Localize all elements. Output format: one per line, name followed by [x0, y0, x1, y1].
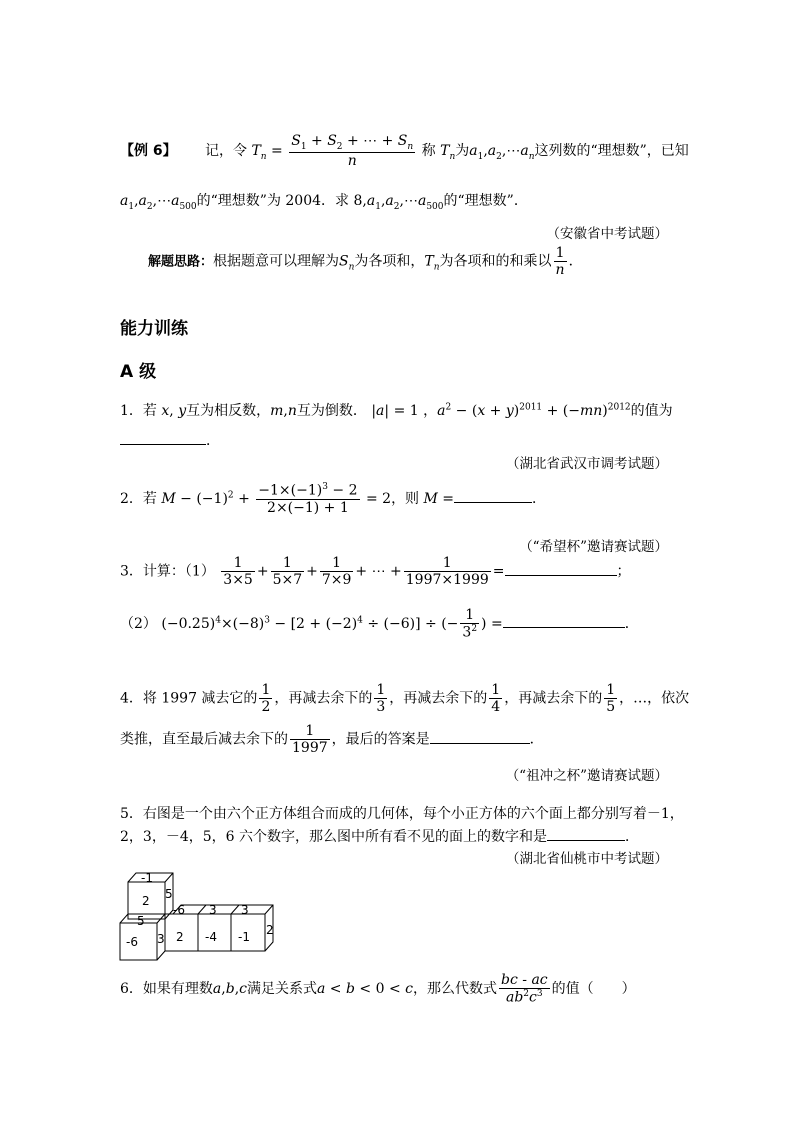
question-5-line-2 — [120, 826, 639, 846]
q-text: ，再减去余下的 — [389, 690, 488, 707]
example-text: 的“理想数”． — [443, 193, 528, 209]
example-text: 的“理想数”为 2004．求 — [196, 193, 350, 209]
example-line-1: 记，令 $T_n$ = $\frac{S_1 + S_2 + \cdots + S_n}{n}$ 称 $T_n$为$a_1,a_2,\cdots a_n$这列数的“理想数”，已知 — [205, 133, 689, 170]
fraction: $\frac{1}{5}$ — [606, 682, 616, 716]
q-text: ． — [624, 615, 639, 632]
q5-source: （湖北省仙桃市中考试题） — [506, 851, 668, 867]
example-source: （安徽省中考试题） — [546, 226, 668, 242]
q-text: 的值（ ） — [551, 980, 636, 997]
example-text: 记，令 — [205, 143, 247, 160]
q-text: ，则 — [391, 490, 420, 507]
q-text: 满足关系式 — [247, 980, 317, 997]
q-text: 1．若 — [120, 403, 157, 419]
question-5-line-1: 5．右图是一个由六个正方体组合而成的几何体，每个小正方体的六个面上都分别写着－1， — [120, 806, 684, 822]
fraction: $\frac{1}{2}$ — [261, 682, 271, 716]
q-text: （2） — [120, 615, 157, 632]
cube-number: 2 — [176, 930, 184, 944]
example-line-2: $a_1,a_2,\cdots a_{500}$的“理想数”为 2004．求 $8,a_1,a_2,\cdots a_{500}$的“理想数”． — [120, 193, 528, 212]
q-text: ，…，依次 — [619, 690, 690, 707]
cube-figure — [110, 868, 280, 968]
fraction: $\frac{1}{7\times 9}$ — [321, 555, 352, 589]
example-text: 称 — [421, 143, 436, 160]
q-text: ． — [206, 433, 220, 449]
q-text: 3．计算：（1） — [120, 563, 215, 580]
q1-answer-line — [120, 430, 220, 450]
cube-number: 3 — [241, 903, 249, 917]
level-title: A 级 — [120, 362, 157, 382]
q-text: ，最后的答案是 — [331, 731, 430, 748]
answer-blank[interactable] — [430, 729, 530, 744]
answer-blank[interactable] — [505, 561, 617, 576]
fraction: $\frac{1}{n}$ — [555, 245, 565, 279]
q-text: ，再减去余下的 — [274, 690, 373, 707]
hint-line: 解题思路：根据题意可以理解为$S_n$为各项和，$T_n$为各项和的和乘以 $\frac{1}{n}$ ． — [148, 245, 583, 279]
hint-text: 为各项和的和乘以 — [439, 253, 552, 270]
fraction: $\frac{1}{5\times 7}$ — [272, 555, 303, 589]
q-text: 4．将 1997 减去它的 — [120, 690, 258, 707]
section-title: 能力训练 — [120, 319, 188, 339]
q-text: ； — [616, 563, 631, 580]
cube-number: 3 — [209, 903, 217, 917]
answer-blank[interactable] — [503, 613, 625, 628]
cube-number: -4 — [205, 930, 217, 944]
question-3-part-2: （2） $(-0.25)^4\times(-8)^3 - [2 + (-2)^4 \div (-6)]$ ÷ (− $\frac{1}{3^2}$ ) = ． — [120, 607, 639, 641]
answer-blank[interactable] — [547, 826, 625, 841]
q1-source: （湖北省武汉市调考试题） — [506, 456, 668, 472]
fraction: $\frac{1}{3^2}$ — [462, 607, 478, 641]
cube-number: 5 — [137, 914, 145, 928]
cube-number: -6 — [126, 935, 138, 949]
q2-source: （“希望杯”邀请赛试题） — [519, 539, 668, 555]
answer-blank[interactable] — [454, 488, 532, 503]
example-text: 为 — [455, 143, 470, 160]
question-4-line-2 — [120, 723, 544, 756]
fraction: $\frac{1}{3}$ — [376, 682, 386, 716]
fraction: $\frac{1}{1997}$ — [292, 723, 328, 757]
answer-blank[interactable] — [120, 430, 206, 445]
q-text: 的值为 — [630, 403, 673, 419]
q-text: 2．若 — [120, 490, 157, 507]
q-text: 6．如果有理数 — [120, 980, 213, 997]
cube-number: -1 — [238, 930, 250, 944]
question-2: 2．若 $M - (-1)^2$ + $\frac{-1\times(-1)^3 - 2}{2\times(-1) + 1}$ = 2，则 M = ． — [120, 482, 547, 516]
fraction: $\frac{1}{1997\times 1999}$ — [405, 555, 489, 589]
q-text: ，那么代数式 — [412, 980, 497, 997]
hint-label: 解题思路： — [148, 254, 214, 270]
q-text: 互为倒数． — [296, 403, 367, 419]
hint-text: 根据题意可以理解为 — [213, 253, 340, 270]
example-label: 【例 6】 — [120, 143, 177, 159]
cube-number: 5 — [165, 887, 173, 901]
q-text: 互为相反数， — [186, 403, 271, 419]
question-1: 1．若 x, y互为相反数，m,n互为倒数． |a| = 1 ，$a^2 - (x + y)^{2011} + (-mn)^{2012}$的值为 — [120, 402, 673, 419]
fraction: $\frac{-1\times(-1)^3 - 2}{2\times(-1) + 1}$ — [258, 482, 358, 516]
cube-number: -1 — [141, 871, 153, 885]
q4-source: （“祖冲之杯”邀请赛试题） — [505, 768, 668, 784]
q-text: ，再减去余下的 — [504, 690, 603, 707]
question-4-line-1 — [120, 682, 689, 715]
example-text: 这列数的“理想数”，已知 — [534, 143, 689, 160]
fraction: $\frac{1}{4}$ — [491, 682, 501, 716]
cube-number: -6 — [173, 903, 185, 917]
fraction: $\frac{bc - ac}{ab^2c^3}$ — [500, 972, 548, 1006]
q-text: ． — [532, 490, 547, 507]
fraction: $\frac{1}{3\times 5}$ — [223, 555, 253, 589]
cube-number: 3 — [157, 932, 165, 946]
question-6: 6．如果有理数a,b,c满足关系式a < b < 0 < c，那么代数式 $\frac{bc - ac}{ab^2c^3}$ 的值（ ） — [120, 972, 636, 1006]
hint-text: 为各项和， — [354, 253, 425, 270]
q-text: ． — [529, 731, 544, 748]
cube-number: 2 — [142, 894, 150, 908]
q-text: 类推，直至最后减去余下的 — [120, 731, 288, 748]
cube-number: 2 — [266, 923, 274, 937]
question-3-part-1: 3．计算：（1） $\frac{1}{3\times 5}$ + $\frac{1}{5\times 7}$ + $\frac{1}{7\times 9}$ + ⋯ + $\frac{1}{1997\times 1999}$ = ； — [120, 555, 631, 589]
q-text: 2，3，－4，5，6 六个数字，那么图中所有看不见的面上的数字和是 — [120, 829, 547, 845]
fraction: $\frac{S_1 + S_2 + \cdots + S_n}{n}$ — [291, 133, 414, 170]
hint-text: ． — [568, 253, 583, 270]
q-text: ． — [625, 829, 639, 845]
